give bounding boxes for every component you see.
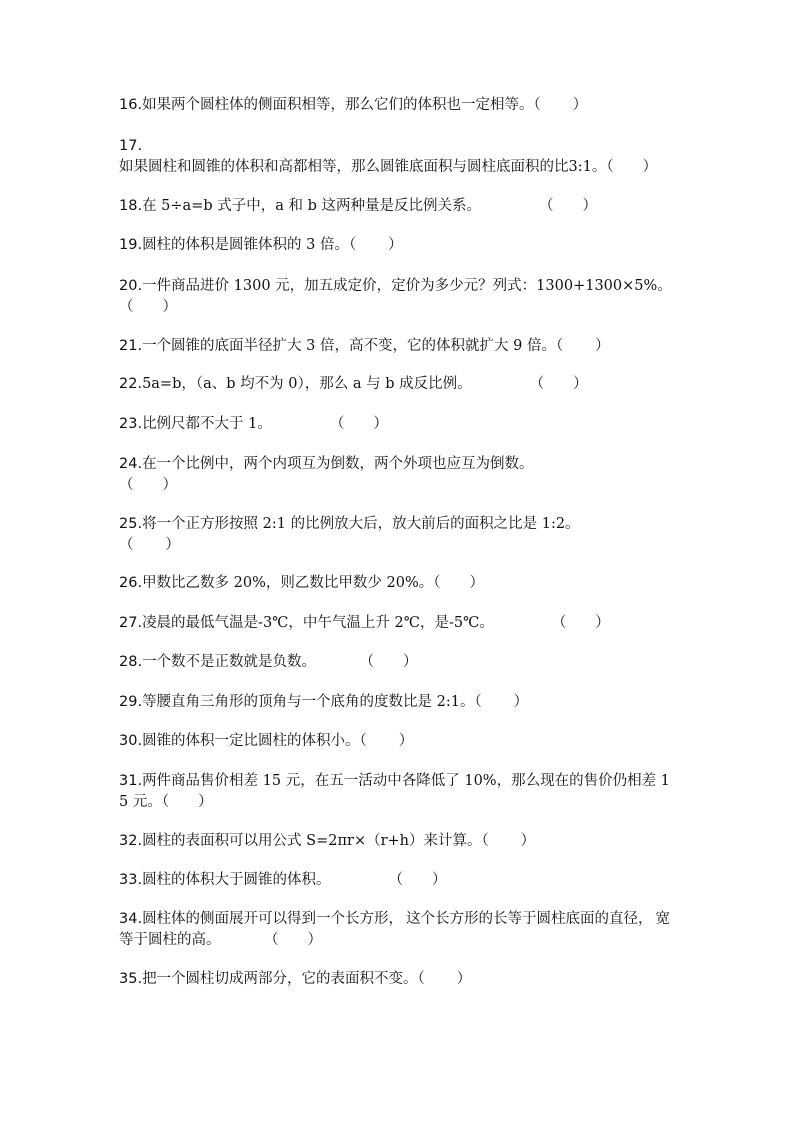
- question-text: 圆柱的体积大于圆锥的体积。 （ ）: [142, 872, 447, 888]
- question-text: 将一个正方形按照 2:1 的比例放大后，放大前后的面积之比是 1:2。 （ ）: [119, 516, 580, 553]
- question-number: 33.: [119, 872, 143, 888]
- question-19: [119, 235, 679, 256]
- question-text: 在一个比例中，两个内项互为倒数，两个外项也应互为倒数。 （ ）: [119, 456, 534, 493]
- question-33: [119, 870, 679, 891]
- question-20: [119, 276, 738, 318]
- question-number: 21.: [119, 338, 143, 354]
- question-30: [119, 731, 679, 752]
- question-text: 如果两个圆柱体的侧面积相等，那么它们的体积也一定相等。（ ）: [142, 97, 588, 113]
- question-27: [119, 613, 679, 634]
- question-number: 17.: [119, 138, 143, 154]
- question-text: 两件商品售价相差 15 元，在五一活动中各降低了 10%，那么现在的售价仍相差 15 元。（ ）: [119, 773, 670, 810]
- question-text: 一个数不是正数就是负数。 （ ）: [142, 654, 418, 670]
- question-number: 35.: [119, 971, 143, 987]
- question-21: [119, 336, 679, 357]
- question-text: 甲数比乙数多 20%，则乙数比甲数少 20%。（ ）: [142, 575, 484, 591]
- question-25: [119, 514, 679, 556]
- question-24: [119, 454, 679, 496]
- question-28: [119, 652, 679, 673]
- question-31: [119, 771, 679, 813]
- question-text: 圆锥的体积一定比圆柱的体积小。（ ）: [142, 733, 414, 749]
- question-16: [119, 95, 679, 116]
- question-text: 一个圆锥的底面半径扩大 3 倍，高不变，它的体积就扩大 9 倍。（ ）: [142, 338, 610, 354]
- question-text: 圆柱的体积是圆锥体积的 3 倍。（ ）: [142, 237, 403, 253]
- question-23: [119, 414, 679, 435]
- question-17: [119, 136, 679, 178]
- question-number: 19.: [119, 237, 143, 253]
- question-35: [119, 969, 679, 990]
- question-number: 30.: [119, 733, 143, 749]
- question-34: [119, 909, 679, 951]
- question-number: 25.: [119, 516, 143, 532]
- question-text: 5a=b，（a、b 均不为 0），那么 a 与 b 成反比例。 （ ）: [142, 376, 588, 392]
- question-text: 把一个圆柱切成两部分，它的表面积不变。（ ）: [142, 971, 472, 987]
- question-18: [119, 196, 679, 217]
- question-22: [119, 374, 679, 395]
- question-text: 一件商品进价 1300 元，加五成定价，定价为多少元？列式：1300+1300×5%。 （ ）: [119, 278, 738, 315]
- question-number: 23.: [119, 416, 143, 432]
- question-number: 34.: [119, 911, 143, 927]
- question-number: 27.: [119, 615, 143, 631]
- question-32: [119, 831, 679, 852]
- question-text: 在 5÷a=b 式子中，a 和 b 这两种量是反比例关系。 （ ）: [142, 198, 597, 214]
- question-text: 圆柱体的侧面展开可以得到一个长方形， 这个长方形的长等于圆柱底面的直径， 宽等于圆柱的高。 （ ）: [119, 911, 670, 948]
- question-number: 31.: [119, 773, 143, 789]
- question-number: 32.: [119, 833, 143, 849]
- question-number: 16.: [119, 97, 143, 113]
- question-number: 18.: [119, 198, 143, 214]
- question-text: 比例尺都不大于 1。 （ ）: [142, 416, 388, 432]
- question-number: 20.: [119, 278, 143, 294]
- question-number: 28.: [119, 654, 143, 670]
- question-number: 24.: [119, 456, 143, 472]
- question-29: [119, 692, 679, 713]
- question-number: 22.: [119, 376, 143, 392]
- question-26: [119, 573, 679, 594]
- question-text: 圆柱的表面积可以用公式 S=2πr×（r+h）来计算。（ ）: [142, 833, 536, 849]
- question-number: 29.: [119, 694, 143, 710]
- question-text: 如果圆柱和圆锥的体积和高都相等，那么圆锥底面积与圆柱底面积的比3:1。（ ）: [119, 159, 658, 175]
- question-text: 等腰直角三角形的顶角与一个底角的度数比是 2:1。（ ）: [142, 694, 529, 710]
- question-number: 26.: [119, 575, 143, 591]
- question-text: 凌晨的最低气温是-3℃，中午气温上升 2℃，是-5℃。 （ ）: [142, 615, 610, 631]
